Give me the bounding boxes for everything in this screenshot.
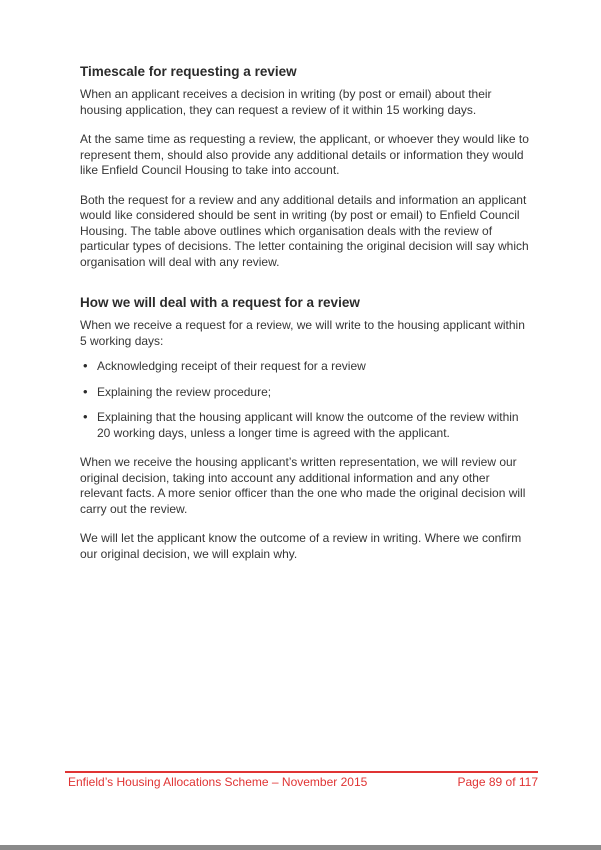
- page-body: [80, 64, 532, 576]
- bullet-list: [80, 359, 532, 441]
- paragraph: We will let the applicant know the outcome of a review in writing. Where we confirm our original decision, we will explain why.: [80, 531, 522, 561]
- section-heading-timescale: Timescale for requesting a review: [80, 64, 297, 79]
- paragraph: When an applicant receives a decision in writing (by post or email) about their housing application, they can request a review of it within 15 working days.: [80, 87, 492, 117]
- paragraph: Both the request for a review and any additional details and information an applicant would like considered should be sent in writing (by post or email) to Enfield Council Housing. The table above outlines which organisation deals with the review of particular types of decisions. The letter containing the original decision will say which organisation will deal with any review.: [80, 192, 529, 269]
- paragraph: At the same time as requesting a review, the applicant, or whoever they would like to represent them, should also provide any additional details or information they would like Enfield Council Housing to take into account.: [80, 132, 529, 177]
- footer-document-title: Enfield’s Housing Allocations Scheme – November 2015: [68, 775, 368, 789]
- footer-divider: [65, 771, 538, 773]
- section-heading-how-we-deal: How we will deal with a request for a review: [80, 295, 360, 310]
- bullet-item: • Explaining the review procedure;: [80, 385, 532, 401]
- page-bottom-edge: [0, 845, 601, 850]
- bullet-item: • Explaining that the housing applicant will know the outcome of the review within 20 working days, unless a longer time is agreed with the applicant.: [80, 410, 532, 441]
- bullet-item: • Acknowledging receipt of their request for a review: [80, 359, 532, 375]
- page-footer: [68, 775, 538, 789]
- footer-page-number: Page 89 of 117: [457, 775, 538, 789]
- paragraph-intro: When we receive a request for a review, we will write to the housing applicant within 5 working days:: [80, 318, 525, 348]
- paragraph: When we receive the housing applicant’s written representation, we will review our original decision, taking into account any additional information and any other relevant facts. A more senior officer than the one who made the original decision will carry out the review.: [80, 455, 526, 516]
